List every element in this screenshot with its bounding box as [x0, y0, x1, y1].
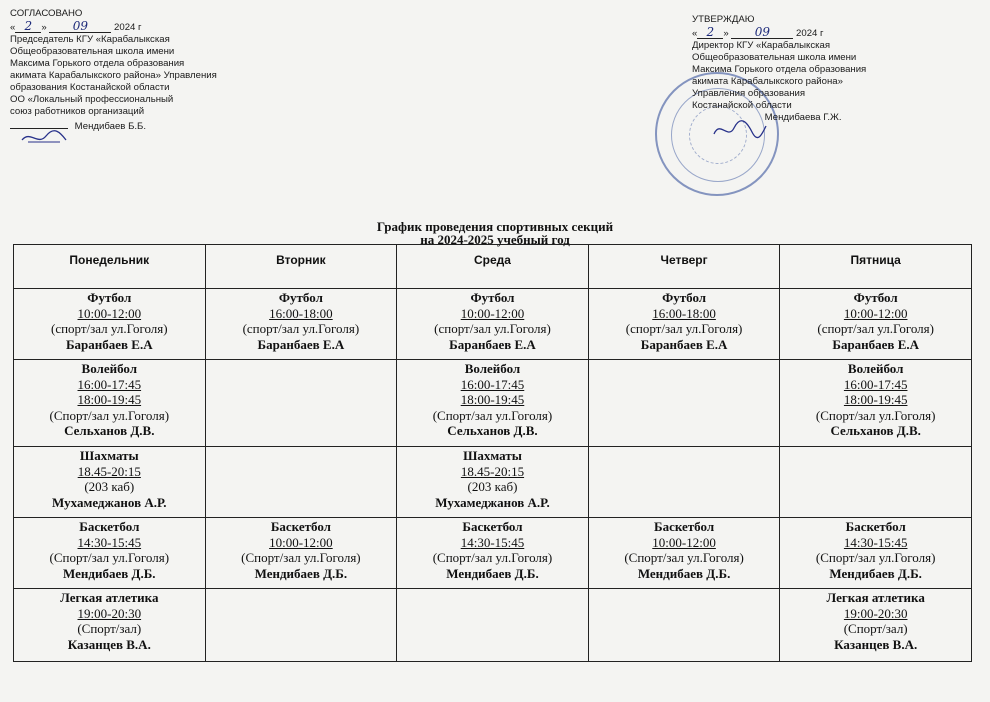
- coach-name: Сельханов Д.В.: [830, 423, 921, 438]
- day-header: Вторник: [205, 245, 397, 289]
- approval-right-lines: [692, 40, 972, 112]
- section-name: Волейбол: [847, 361, 904, 376]
- schedule-cell: [14, 360, 206, 447]
- session-place: (Спорт/зал): [77, 621, 142, 636]
- schedule-cell: [14, 589, 206, 662]
- session-time: 16:00-17:45: [77, 376, 142, 392]
- session-place: (203 каб): [467, 479, 518, 494]
- schedule-cell: [780, 589, 972, 662]
- approval-right-date: « 2 » 09 2024 г: [692, 25, 824, 39]
- approval-line: союз работников организаций: [10, 106, 145, 117]
- session-time: 16:00-17:45: [460, 376, 525, 392]
- approval-right-heading: УТВЕРЖДАЮ: [692, 14, 755, 25]
- coach-name: Сельханов Д.В.: [447, 423, 538, 438]
- approval-line: Общеобразовательная школа имени: [10, 46, 175, 57]
- section-name: Баскетбол: [654, 519, 715, 534]
- coach-name: Баранбаев Е.А: [449, 336, 536, 352]
- session-place: (Спорт/зал ул.Гоголя): [624, 550, 744, 565]
- section-name: Волейбол: [464, 361, 521, 376]
- approval-right-year: 2024 г: [796, 28, 824, 39]
- coach-name: Мухамеджанов А.Р.: [52, 494, 167, 510]
- schedule-cell: [780, 289, 972, 360]
- approval-left-year: 2024 г: [114, 22, 142, 33]
- right-signature-mark: [712, 118, 768, 142]
- session-time: 18:00-19:45: [843, 392, 908, 407]
- schedule-cell: [780, 360, 972, 447]
- section-name: Футбол: [662, 290, 707, 305]
- schedule-cell: [397, 447, 589, 518]
- session-place: (Спорт/зал ул.Гоголя): [241, 550, 361, 565]
- left-signature-mark: [20, 128, 68, 148]
- session-place: (Спорт/зал ул.Гоголя): [432, 407, 553, 423]
- session-time: 10:00-12:00: [77, 305, 142, 321]
- schedule-cell: [397, 518, 589, 589]
- session-time: 19:00-20:30: [843, 605, 908, 621]
- approval-right-block: [692, 14, 972, 124]
- approval-line: образования Костанайской области: [10, 82, 170, 93]
- session-place: (спорт/зал ул.Гоголя): [625, 321, 743, 336]
- empty-cell: [397, 589, 589, 662]
- approval-left-date: « 2 » 09 2024 г: [10, 19, 142, 33]
- section-name: Баскетбол: [270, 519, 331, 534]
- schedule-cell: [780, 518, 972, 589]
- day-header: Понедельник: [14, 245, 206, 289]
- session-time: 10:00-12:00: [269, 534, 333, 550]
- section-name: Футбол: [278, 290, 323, 305]
- schedule-cell: [205, 518, 397, 589]
- schedule-table: [13, 244, 972, 662]
- section-name: Волейбол: [81, 361, 138, 376]
- session-place: (Спорт/зал ул.Гоголя): [432, 550, 553, 565]
- day-header: Пятница: [780, 245, 972, 289]
- session-place: (Спорт/зал ул.Гоголя): [815, 550, 936, 565]
- document-title: График проведения спортивных секций: [376, 219, 614, 234]
- approval-line: акимата Карабалыкского района»: [692, 76, 843, 87]
- approval-line: Максима Горького отдела образования: [692, 64, 867, 75]
- approval-right-signer: Мендибаева Г.Ж.: [764, 112, 842, 123]
- approval-line: Костанайской области: [692, 100, 792, 111]
- table-row: [14, 360, 972, 447]
- empty-cell: [205, 589, 397, 662]
- approval-left-signer: Мендибаев Б.Б.: [74, 121, 146, 132]
- approval-line: акимата Карабалыкского района» Управления: [10, 70, 217, 81]
- session-place: (Спорт/зал ул.Гоголя): [49, 407, 170, 423]
- section-name: Футбол: [853, 290, 898, 305]
- document-subtitle: на 2024-2025 учебный год: [420, 232, 570, 247]
- section-name: Легкая атлетика: [826, 590, 925, 605]
- approval-line: Общеобразовательная школа имени: [692, 52, 857, 63]
- approval-left-month: 09: [49, 20, 111, 33]
- coach-name: Сельханов Д.В.: [64, 423, 155, 438]
- day-header: Среда: [397, 245, 589, 289]
- approval-left-day: 2: [15, 20, 41, 33]
- session-place: (спорт/зал ул.Гоголя): [242, 321, 360, 336]
- coach-name: Баранбаев Е.А: [640, 336, 728, 352]
- approval-line: Управления образования: [692, 88, 806, 99]
- approval-right-month: 09: [731, 26, 793, 39]
- approval-line: Председатель КГУ «Карабалыкская: [10, 34, 170, 45]
- schedule-cell: [14, 447, 206, 518]
- schedule-cell: [397, 289, 589, 360]
- table-row: [14, 518, 972, 589]
- section-name: Шахматы: [79, 448, 139, 463]
- empty-cell: [588, 360, 780, 447]
- approval-right-day: 2: [697, 26, 723, 39]
- session-place: (Спорт/зал): [843, 621, 908, 636]
- session-time: 18.45-20:15: [460, 463, 525, 479]
- session-time: 18:00-19:45: [77, 392, 142, 407]
- session-place: (203 каб): [84, 479, 135, 494]
- approval-left-lines: [10, 34, 310, 118]
- coach-name: Мендибаев Д.Б.: [446, 565, 539, 581]
- section-name: Футбол: [87, 290, 132, 305]
- approval-line: Директор КГУ «Карабалыкская: [692, 40, 831, 51]
- section-name: Баскетбол: [462, 519, 523, 534]
- session-place: (Спорт/зал ул.Гоголя): [49, 550, 170, 565]
- session-time: 14:30-15:45: [843, 534, 908, 550]
- session-time: 16:00-17:45: [843, 376, 908, 392]
- session-time: 19:00-20:30: [77, 605, 142, 621]
- section-name: Баскетбол: [845, 519, 906, 534]
- coach-name: Казанцев В.А.: [834, 636, 918, 652]
- schedule-cell: [588, 289, 780, 360]
- schedule-cell: [397, 360, 589, 447]
- session-time: 18.45-20:15: [77, 463, 141, 479]
- session-place: (спорт/зал ул.Гоголя): [817, 321, 934, 336]
- coach-name: Мендибаев Д.Б.: [254, 565, 348, 581]
- coach-name: Мендибаев Д.Б.: [637, 565, 731, 581]
- approval-left-block: [10, 8, 310, 133]
- session-time: 14:30-15:45: [460, 534, 525, 550]
- session-place: (спорт/зал ул.Гоголя): [50, 321, 168, 336]
- schedule-cell: [14, 518, 206, 589]
- schedule-body: [14, 289, 972, 662]
- coach-name: Баранбаев Е.А: [257, 336, 345, 352]
- approval-line: Максима Горького отдела образования: [10, 58, 185, 69]
- coach-name: Казанцев В.А.: [67, 636, 151, 652]
- session-place: (Спорт/зал ул.Гоголя): [815, 407, 936, 423]
- coach-name: Мендибаев Д.Б.: [829, 565, 922, 581]
- section-name: Легкая атлетика: [60, 590, 159, 605]
- session-time: 10:00-12:00: [652, 534, 716, 550]
- section-name: Баскетбол: [79, 519, 140, 534]
- approval-left-heading: СОГЛАСОВАНО: [10, 8, 83, 19]
- session-time: 14:30-15:45: [77, 534, 142, 550]
- empty-cell: [780, 447, 972, 518]
- table-row: [14, 289, 972, 360]
- table-header-row: [14, 245, 972, 289]
- session-time: 18:00-19:45: [460, 392, 525, 407]
- section-name: Футбол: [470, 290, 515, 305]
- table-row: [14, 589, 972, 662]
- day-header: Четверг: [588, 245, 780, 289]
- schedule-cell: [14, 289, 206, 360]
- empty-cell: [588, 589, 780, 662]
- approval-line: ОО «Локальный профессиональный: [10, 94, 174, 105]
- table-row: [14, 447, 972, 518]
- session-place: (спорт/зал ул.Гоголя): [434, 321, 551, 336]
- session-time: 10:00-12:00: [460, 305, 525, 321]
- schedule-cell: [588, 518, 780, 589]
- schedule-cell: [205, 289, 397, 360]
- empty-cell: [588, 447, 780, 518]
- coach-name: Баранбаев Е.А: [65, 336, 153, 352]
- session-time: 16:00-18:00: [269, 305, 333, 321]
- coach-name: Баранбаев Е.А: [832, 336, 920, 352]
- session-time: 10:00-12:00: [843, 305, 908, 321]
- empty-cell: [205, 447, 397, 518]
- empty-cell: [205, 360, 397, 447]
- session-time: 16:00-18:00: [652, 305, 716, 321]
- coach-name: Мухамеджанов А.Р.: [435, 494, 550, 510]
- coach-name: Мендибаев Д.Б.: [63, 565, 156, 581]
- section-name: Шахматы: [463, 448, 522, 463]
